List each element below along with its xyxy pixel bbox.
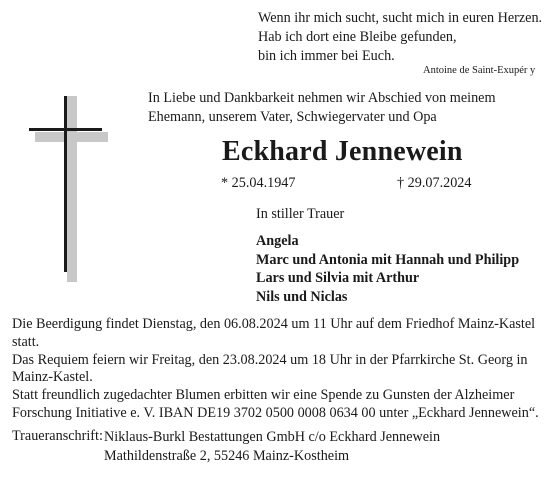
cross-vertical-bar [64, 96, 67, 272]
quote-line: bin ich immer bei Euch. [258, 48, 395, 64]
intro-line: Ehemann, unserem Vater, Schwiegervater und Opa [148, 109, 437, 125]
mourning-label: In stiller Trauer [256, 206, 345, 222]
quote-author: Antoine de Saint-Exupér y [423, 65, 536, 76]
mourner-entry: Angela [256, 233, 299, 249]
cross-shadow-horizontal [35, 132, 108, 142]
mourner-entry: Marc und Antonia mit Hannah und Philipp [256, 251, 520, 268]
address-label: Traueranschrift: [12, 428, 103, 444]
address-block [104, 428, 440, 465]
death-date: † 29.07.2024 [397, 175, 472, 191]
quote-block [258, 9, 542, 66]
mourner-entry: Lars und Silvia mit Arthur [256, 270, 420, 286]
deceased-name: Eckhard Jennewein [222, 136, 463, 167]
cross-horizontal-bar [29, 128, 102, 131]
mourners-list [256, 232, 519, 306]
birth-date: * 25.04.1947 [221, 175, 296, 191]
funeral-line: Forschung Initiative e. V. IBAN DE19 3702 0500 0008 0634 00 unter „Eckhard Jennewein“. [12, 404, 539, 421]
quote-line: Wenn ihr mich sucht, sucht mich in euren Herzen. [258, 10, 543, 26]
intro-line: In Liebe und Dankbarkeit nehmen wir Abschied von meinem [148, 90, 496, 106]
quote-line: Hab ich dort eine Bleibe gefunden, [258, 29, 457, 45]
funeral-line: Die Beerdigung findet Dienstag, den 06.08.2024 um 11 Uhr auf dem Friedhof Mainz-Kastel [12, 316, 536, 332]
funeral-line: statt. [12, 333, 40, 350]
mourner-entry: Nils und Niclas [256, 288, 348, 305]
funeral-line: Statt freundlich zugedachter Blumen erbitten wir eine Spende zu Gunsten der Alzheimer [12, 387, 515, 404]
address-line: Niklaus-Burkl Bestattungen GmbH c/o Eckhard Jennewein [104, 429, 441, 445]
cross-shadow-vertical [67, 96, 77, 282]
address-line: Mathildenstraße 2, 55246 Mainz-Kostheim [104, 447, 350, 464]
intro-text [148, 89, 496, 127]
funeral-details [12, 316, 539, 423]
funeral-line: Mainz-Kastel. [12, 369, 93, 386]
funeral-line: Das Requiem feiern wir Freitag, den 23.08.2024 um 18 Uhr in der Pfarrkirche St. Georg in [12, 351, 528, 368]
